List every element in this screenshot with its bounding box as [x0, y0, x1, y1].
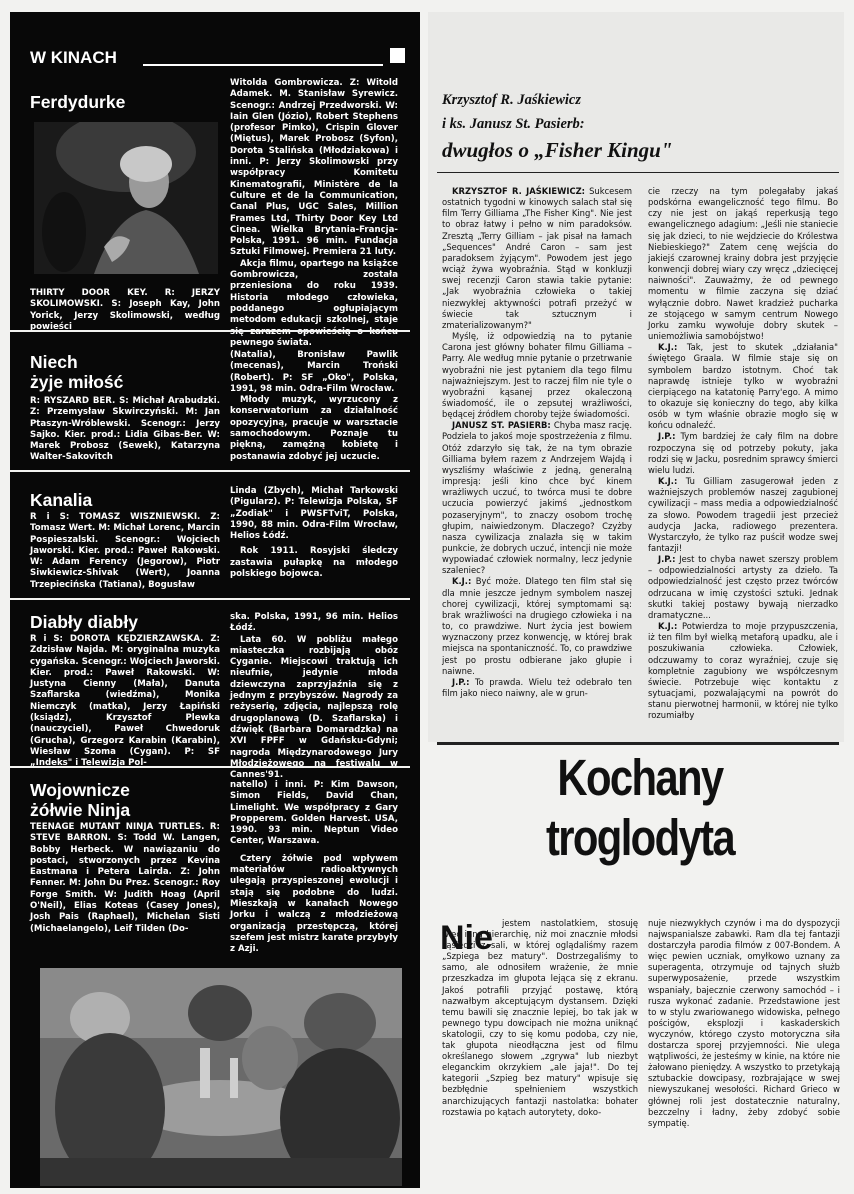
ninja-turtles-cast: natello) i inni. P: Kim Dawson, Simon Fields, David Chan, Limelight. We współpracy z Gary Propperem. Golden Harvest. USA, 1990. 93 min. Neptun Video Center, Warszawa.: [230, 780, 398, 847]
niech-zyje-milosc-cast: (Natalia), Bronisław Pawlik (mecenas), Marcin Troński (Robert). P: SF „Oko", Polska, 1991, 98 min. Odra-Film Wrocław.: [230, 350, 398, 394]
author-line-2: i ks. Janusz St. Pasierb:: [442, 116, 585, 132]
title-line-2: żyje miłość: [30, 372, 124, 392]
section-divider: [0, 598, 410, 600]
niech-zyje-milosc-synopsis: Młody muzyk, wyrzucony z konserwatorium za działalność opozycyjną, pracuje w warsztacie samochodowym. Poznaje tu piękną, zamężną kobietę i postanawia zdobyć jej uczucie.: [230, 395, 398, 462]
niech-zyje-milosc-credits-continued: [230, 350, 398, 463]
kicker: W KINACH: [30, 48, 117, 67]
speaker-name: K.J.:: [452, 576, 472, 587]
film-title-niech-zyje-milosc: [30, 352, 123, 392]
niech-zyje-milosc-credits: R: RYSZARD BER. S: Michał Arabudzki. Z: Przemysław Skwirczyński. M: Jan Ptaszyn-Wróblewski. Scenogr.: Jerzy Sajko. Kier. prod.: Lidia Gibas-Ber. W: Marek Probosz (Sewek), Katarzyna Walter-Sakovitch: [30, 396, 220, 463]
ferdydurke-credits-continued: [230, 78, 398, 349]
film-title-ferdydurke: Ferdydurke: [30, 92, 126, 112]
article-headline: dwugłos o „Fisher Kingu": [442, 138, 673, 162]
kicker-rule: [143, 64, 383, 66]
diably-diably-cast: ska. Polska, 1991, 96 min. Helios Łódź.: [230, 612, 398, 634]
section-divider: [0, 330, 410, 332]
ferdydurke-still-image: [34, 122, 218, 274]
title-line-2: żółwie Ninja: [30, 800, 131, 820]
title-line-1: Niech: [30, 352, 78, 372]
speaker-name: K.J.:: [658, 476, 678, 487]
kanalia-credits-continued: [230, 486, 398, 580]
headline-line-2: troglodyta: [545, 809, 735, 866]
ninja-turtles-still-photo: [40, 968, 402, 1186]
kicker-square-icon: [390, 48, 405, 63]
ferdydurke-still-photo: [34, 122, 218, 274]
headline-line-1: Kochany: [557, 749, 723, 806]
paragraph: K.J.: Być może. Dlatego ten film stał się dla mnie jeszcze jednym symbolem naszej chorej cywilizacji, której symptomami są: brak wrażliwości na drugiego człowieka i na to, co prawdziwe. Nurt życia jest bowiem wyznaczony przez konwencję, w której brak miejsca na spontaniczność. To, co prawdziwe jest po prostu odbierane jako głupie i naiwne.: [442, 576, 632, 676]
paragraph: JANUSZ ST. PASIERB: Chyba masz rację. Podziela to jakoś moje spostrzeżenia z filmu. Otóż zdarzyło się tak, że na tym obrazie Gilliama byłem razem z Andrzejem Wajdą i wyszliśmy właściwie z jedną, generalną impresją: jeśli kino chce być kinem wrażliwych uczuć, to twórca musi te dobre uczucia powierzyć jakimś „jednostkom pozaseryjnym", to znaczy osobom trochę głupim, naiwiedzonym. Dlaczego? Czyżby nasza cywilizacja znalazła się w takim punkcie, że dobrych uczuć, intencji nie może wypowiadać człowiek normalny, lecz jedynie szaleniec?: [442, 420, 632, 576]
article-column-1: [442, 186, 632, 699]
title-line-1: Wojownicze: [30, 780, 130, 800]
paragraph: J.P.: To prawda. Wielu też odebrało ten film jako nieco naiwny, ale w grun-: [442, 676, 632, 699]
speaker-name: J.P.:: [658, 431, 676, 442]
paragraph: K.J.: Potwierdza to moje przypuszczenia, iż ten film był wielką metaforą upadku, ale i poszukiwania człowieka. Człowiek, odczuwamy to coraz wyraźniej, czuje się kompletnie zagubiony we współczesnym świecie. Potrzebuje więc kontaktu z sytuacjami, pozwalającymi na powrót do stanu pierwotnej harmonii, w której nie tylko rozumiałby: [648, 621, 838, 721]
ferdydurke-credits: THIRTY DOOR KEY. R: JERZY SKOLIMOWSKI. S: Joseph Kay, John Yorick, Jerzy Skolimowski, według powieści: [30, 288, 220, 332]
speaker-name: KRZYSZTOF R. JAŚKIEWICZ:: [452, 186, 586, 196]
headline-rule: [437, 172, 839, 173]
paragraph: K.J.: Tak, jest to skutek „działania" świętego Graala. W filmie staje się on symbolem bardzo istotnym. Choć tak naprawdę istnieje tylko w wyobraźni cierpiącego na katatonię Parry'ego. A mimo to okazuje się konieczny do tego, aby kilka osób w tym właśnie obrazie mogło się w końcu odnaleźć.: [648, 342, 838, 431]
review-column-1: jestem nastolatkiem, stosuję więc inną hierarchię, niż moi znacznie młodsi sąsiedzi z sali, w której oglądaliśmy razem „Szpiega bez matury". Dostrzegaliśmy to samo, ale odnosiłem wrażenie, że mnie przeszkadza im głupota lejąca się z ekranu. Jakoś potrafili przyjąć postawę, którą nazwałbym akceptującym dystansem. Dzięki temu bawili się znacznie lepiej, bo tak jak w pewnego typu dowcipach nie można uniknąć skatologii, czy to się komu podoba, czy nie, tak głupota nieodłączna jest od filmu określanego słowem „zgrywa" lub niezbyt eleganckim okrzykiem „ale jaja!". Do tej kategorii „Szpieg bez matury" wpisuje się bezbłędnie spełnieniem wszystkich anarchizujących fantazji nastolatka: bohater rozstawia po kątach autorytety, doko-: [442, 918, 638, 1117]
film-title-diably-diably: Diabły diabły: [30, 612, 138, 632]
speaker-name: J.P.:: [658, 554, 676, 565]
review-column-2: nuje niezwykłych czynów i ma do dyspozycji najwspanialsze zabawki. Ram dla tej fantazji dostarczyła parodia filmów z 007-Bondem. A więc pewien uczniak, omyłkowo uznany za superagenta, otrzymuje od tajnych służb superwyposażenie, przede wszystkim wspaniały, bajecznie czerwony samochód – i rusza wykonać zadanie. Przedstawione jest to w stylu zwariowanego widowiska, pełnego pościgów, eksplozji i kaskaderskich wyczynów, którego czysto motoryczna siła dostarcza sporej przyjemności. Nie ulega wątpliwości, że jesteśmy w kinie, na które nie żałowano pieniędzy. A wszystko to przetykają sztubackie dowcipasy, rozbrajające w swej niewyszukanej wesołości. Richard Grieco w głównej roli jest dostatecznie naturalny, bezczelny i ładny, żeby zdobyć sobie sympatię.: [648, 918, 840, 1128]
film-title-wojownicze-zolwie-ninja: [30, 780, 130, 820]
speaker-name: K.J.:: [658, 342, 678, 353]
review-headline: [474, 748, 805, 888]
paragraph: J.P.: Tym bardziej że cały film na dobre rozpoczyna się od potrzeby pokuty, jaka rodzi się w Jacku, posrednim sprawcy śmierci wielu ludzi.: [648, 431, 838, 475]
author-line-1: Krzysztof R. Jaśkiewicz: [442, 92, 581, 108]
paragraph: K.J.: Tu Gilliam zasugerował jeden z ważniejszych problemów naszej zagubionej cywilizacji – mass media a odpowiedzialność za słowo. Powodem tragedii jest przecież audycja Jacka, radiowego prezentera. Wystarczyło, że tylko raz puścił wodze swej fantazji!: [648, 476, 838, 553]
diably-diably-synopsis: Lata 60. W pobliżu małego miasteczka rozbijają obóz Cyganie. Miejscowi traktują ich nieufnie, jedynie młoda dziewczyna zaprzyjaźnia się z jednym z przybyszów. Nagrody za reżyserię, zdjęcia, najlepszą rolę drugoplanową (D. Szaflarska) i dźwięk (Barbara Domaradzka) na XVI FPFF w Gdańsku-Gdyni; nagroda Międzynarodowego Jury Młodzieżowego na festiwalu w Cannes'91.: [230, 634, 398, 781]
diably-diably-credits: R i S: DOROTA KĘDZIERZAWSKA. Z: Zdzisław Najda. M: oryginalna muzyka cygańska. Scenogr.: Wojciech Jaworski. Kier. prod.: Paweł Rakowski. W: Justyna Cienny (Mała), Danuta Szaflarska (wiedźma), Monika Niemczyk (matka), Jerzy Łapiński (ksiądz), Krzysztof Plewka (nauczyciel), Paweł Chwedoruk (Grucha), Grzegorz Karabin (Karabin), Wiesław Szoma (Cygan). P: SF „Indeks" i Telewizja Pol-: [30, 634, 220, 769]
film-title-kanalia: Kanalia: [30, 490, 93, 510]
paragraph: cie rzeczy na tym polegałaby jakaś podskórna ewangeliczność tego filmu. Bo czy nie jest on jakąś reperkusją tego ewangelicznego adagium: „Jeśli nie staniecie się jak dzieci, to nie wejdziecie do Królestwa Niebieskiego?" Zatem cenę wejścia do jakiejś czarownej krainy dobra jest przyjęcie konwencji dobrej wiary czy wręcz „dziecięcej naiwności". Zauważmy, że od pewnego momentu w filmie zaczyna się dziać wyłącznie dobro. Nawet kradzież pucharka ze stojącego w samym centrum Nowego Jorku zamku wywołuje dobry skutek – uniemożliwia samobójstwo!: [648, 186, 838, 342]
ferdydurke-cast: Witolda Gombrowicza. Z: Witold Adamek. M. Stanisław Syrewicz. Scenogr.: Andrzej Przedworski. W: Iain Glen (Józio), Robert Stephens (profesor Pimko), Crispin Glover (Miętus), Marek Probosz (Syfon), Dorota Stalińska (Młodziakowa) i inni. P: Jerzy Skolimowski przy współpracy Komitetu Kinematografii, Ministère de la Culture et de la Communication, Canal Plus, UGC Sales, Million Frames Ltd, Thirty Door Key Ltd Cinea. Wielka Brytania-Francja-Polska, 1991. 96 min. Fundacja Sztuki Filmowej. Premiera 21 luty.: [230, 78, 398, 258]
ninja-turtles-credits: TEENAGE MUTANT NINJA TURTLES. R: STEVE BARRON. S: Todd W. Langen, Bobby Herbeck. W nawiązaniu do postaci, stworzonych przez Kevina Eastmana i Petera Lairda. Z: John Fenner. M: John Du Prez. Scenogr.: Roy Forge Smith. W: Judith Hoag (April O'Neil), Elias Koteas (Casey Jones), Josh Pais (Raphael), Michelan Sisti (Michaelangelo), Leif Tilden (Do-: [30, 822, 220, 934]
paragraph: J.P.: Jest to chyba nawet szerszy problem – odpowiedzialności artysty za dzieło. Ta odpowiedzialność jest często przez twórców odrzucana w imię czystości sztuki. Jednak skutki takiej postawy bywają nierzadko dramatyczne...: [648, 554, 838, 620]
section-divider: [0, 470, 410, 472]
article-authors: [442, 88, 585, 136]
ninja-turtles-still-image: [40, 968, 402, 1186]
ninja-turtles-synopsis: Cztery żółwie pod wpływem materiałów radioaktywnych ulegają przyspieszonej ewolucji i stają się podobne do ludzi. Mieszkają w kanałach Nowego Jorku i walczą z młodzieżową organizacją przestępczą, której szefem jest mistrz karate przybyły z Azji.: [230, 853, 398, 955]
ferdydurke-synopsis: Akcja filmu, opartego na książce Gombrowicza, została przeniesiona do roku 1939. Historia młodego człowieka, poddanego ogłupiającym metodom edukacji szkolnej, staje się zarazem opowieścią o końcu pewnego świata.: [230, 258, 398, 348]
paragraph: KRZYSZTOF R. JAŚKIEWICZ: Sukcesem ostatnich tygodni w kinowych salach stał się film Terry Gilliama „The Fisher King". Nie jest to obraz łatwy i pełno w nim paradoksów. Zresztą „Terry Gilliam – jak pisał na łamach „Sequences" André Caron – sam jest paradoksem żyjącym". Powodem jest jego wciąż żywa wyobraźnia. Stąd w konkluzji swej recenzji Caron stawia takie pytanie: „Jak wyobraźnia człowieka o takiej niezwykłej aktywności potrafi przeżyć w świecie tak sztucznym i zmaterializowanym?": [442, 186, 632, 330]
speaker-name: JANUSZ ST. PASIERB:: [452, 420, 551, 431]
section-divider: [0, 766, 410, 768]
drop-word: Nie: [440, 919, 493, 957]
article-column-2: [648, 186, 838, 722]
kanalia-synopsis: Rok 1911. Rosyjski śledczy zastawia pułapkę na młodego polskiego bojowca.: [230, 546, 398, 580]
paragraph: Myślę, iż odpowiedzią na to pytanie Carona jest główny bohater filmu Gilliama – Parry. Ale według mnie pytanie o przetrwanie wyobraźni nie jest pytaniem dla tego filmu najważniejszym. Jest to raczej film nie tyle o wyobraźni kąsanej przez okaleczoną świadomość, ile o zepsutej wrażliwości, będącej źródłem choroby tejże świadomości.: [442, 331, 632, 420]
kanalia-cast: Linda (Zbych), Michał Tarkowski (Pigularz). P: Telewizja Polska, SF „Zodiak" i PWSFTviT, Polska, 1990, 88 min. Odra-Film Wrocław, Helios Łódź.: [230, 486, 398, 542]
ninja-turtles-credits-continued: [230, 780, 398, 955]
speaker-name: K.J.:: [658, 621, 678, 632]
kanalia-credits: R i S: TOMASZ WISZNIEWSKI. Z: Tomasz Wert. M: Michał Lorenc, Marcin Pospieszalski. Scenogr.: Wojciech Jaworski. Kier. prod.: Paweł Rakowski. W: Adam Ferency (Jegorow), Piotr Siwkiewicz-Shivak (Wert), Joanna Trzepiecińska (Tatiana), Bogusław: [30, 512, 220, 590]
speaker-name: J.P.:: [452, 676, 470, 687]
article-separator-rule: [437, 742, 839, 745]
diably-diably-credits-continued: [230, 612, 398, 781]
